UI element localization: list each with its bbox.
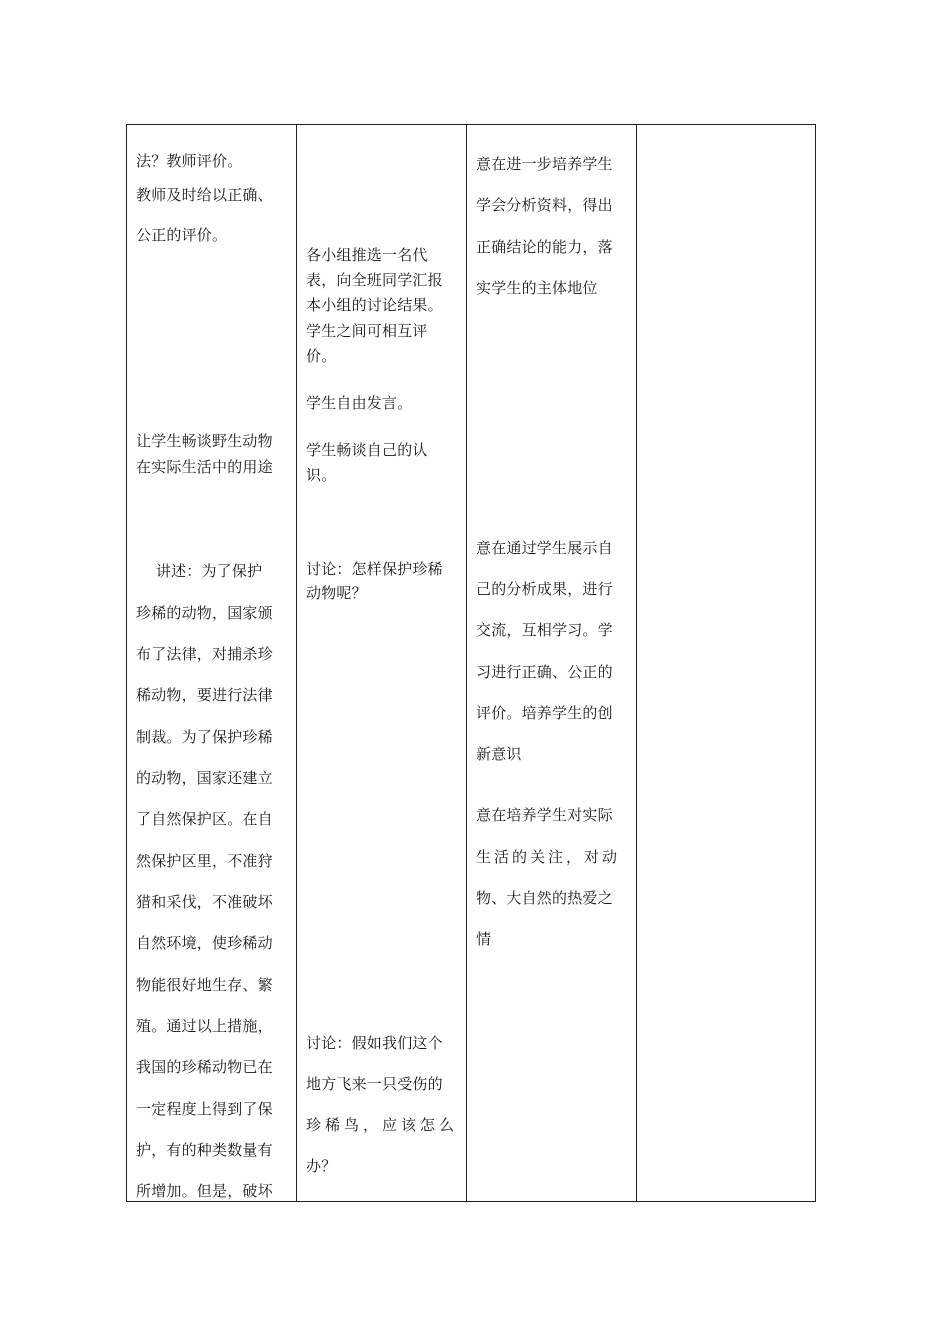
- text-line: 情: [476, 930, 492, 948]
- text-line: 我国的珍稀动物已在: [136, 1058, 273, 1076]
- text-line: 学会分析资料，得出: [476, 196, 613, 214]
- table-border-left: [126, 124, 127, 1202]
- text-line: 制裁。为了保护珍稀: [136, 728, 273, 746]
- text-line: 交流，互相学习。学: [476, 621, 613, 639]
- text-line: 己的分析成果，进行: [476, 580, 613, 598]
- text-line: 学生之间可相互评: [306, 322, 428, 340]
- text-line: 物、大自然的热爱之: [476, 889, 613, 907]
- text-line: 意在培养学生对实际: [476, 806, 613, 824]
- text-line: 的动物，国家还建立: [136, 769, 273, 787]
- text-line: 学生畅谈自己的认: [306, 441, 428, 459]
- table-divider-3: [636, 124, 637, 1202]
- text-line: 猎和采伐，不准破坏: [136, 893, 273, 911]
- text-line: 识。: [306, 466, 337, 484]
- text-line: 动物呢？: [306, 584, 367, 602]
- text-line: 讨论：怎样保护珍稀: [306, 560, 443, 578]
- text-line: 办？: [306, 1157, 337, 1175]
- text-line: 实学生的主体地位: [476, 279, 598, 297]
- text-line: 价。: [306, 347, 337, 365]
- text-line: 法？教师评价。: [136, 152, 243, 170]
- text-line: 让学生畅谈野生动物: [136, 432, 273, 450]
- text-line: 了自然保护区。在自: [136, 810, 273, 828]
- text-line: 自然环境，使珍稀动: [136, 934, 273, 952]
- text-line: 珍稀的动物，国家颁: [136, 604, 273, 622]
- text-line: 护，有的种类数量有: [136, 1141, 273, 1159]
- text-line: 布了法律，对捕杀珍: [136, 645, 273, 663]
- text-line: 地方飞来一只受伤的: [306, 1075, 443, 1093]
- text-line: 珍稀鸟，应该怎么: [306, 1116, 459, 1134]
- text-line: 习进行正确、公正的: [476, 663, 613, 681]
- text-line: 讨论：假如我们这个: [306, 1034, 443, 1052]
- text-line: 讲述：为了保护: [136, 562, 263, 580]
- table-border-right: [815, 124, 816, 1202]
- text-line: 本小组的讨论结果。: [306, 296, 443, 314]
- text-line: 新意识: [476, 745, 522, 763]
- text-line: 一定程度上得到了保: [136, 1100, 273, 1118]
- table-divider-1: [296, 124, 297, 1202]
- text-line: 学生自由发言。: [306, 394, 413, 412]
- text-line: 公正的评价。: [136, 226, 228, 244]
- text-line: 所增加。但是，破坏: [136, 1182, 273, 1200]
- text-line: 物能很好地生存、繁: [136, 976, 273, 994]
- text-line: 在实际生活中的用途: [136, 458, 273, 476]
- text-line: 教师及时给以正确、: [136, 186, 273, 204]
- text-line: 表，向全班同学汇报: [306, 271, 443, 289]
- table-border-bottom: [126, 1201, 816, 1202]
- text-line: 意在进一步培养学生: [476, 155, 613, 173]
- text-line: 正确结论的能力，落: [476, 238, 613, 256]
- text-line: 各小组推选一名代: [306, 246, 428, 264]
- table-border-top: [126, 124, 816, 125]
- text-line: 评价。培养学生的创: [476, 704, 613, 722]
- text-line: 意在通过学生展示自: [476, 539, 613, 557]
- text-line: 殖。通过以上措施，: [136, 1017, 273, 1035]
- text-line: 然保护区里，不准狩: [136, 852, 273, 870]
- text-line: 生活的关注，对动: [476, 848, 621, 866]
- text-line: 稀动物，要进行法律: [136, 686, 273, 704]
- table-divider-2: [466, 124, 467, 1202]
